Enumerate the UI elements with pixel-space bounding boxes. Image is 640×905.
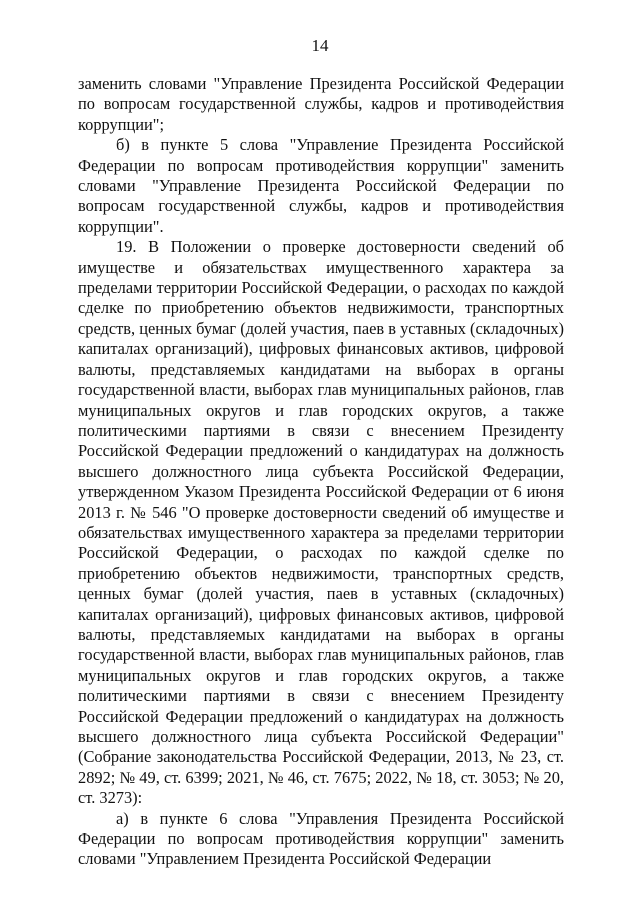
page-number: 14 bbox=[311, 36, 329, 55]
paragraph-continuation: заменить словами "Управление Президента Российской Федерации по вопросам государственной службы, кадров и противодействия коррупции"; bbox=[78, 74, 564, 134]
paragraph-item-19: 19. В Положении о проверке достоверности сведений об имуществе и обязательствах имущественного характера за пределами территории Российской Федерации, о расходах по каждой сделке по приобретению объектов недвижимости, транспортных средств, ценных бумаг (долей участия, паев в уставных (складочных) капиталах организаций), цифровых финансовых активов, цифровой валюты, представляемых кандидатами на выборах в органы государственной власти, выборах глав муниципальных районов, глав муниципальных округов и глав городских округов, а также политическими партиями в связи с внесением Президенту Российской Федерации предложений о кандидатурах на должность высшего должностного лица субъекта Российской Федерации, утвержденном Указом Президента Российской Федерации от 6 июня 2013 г. № 546 "О проверке достоверности сведений об имуществе и обязательствах имущественного характера за пределами территории Российской Федерации, о расходах по каждой сделке по приобретению объектов недвижимости, транспортных средств, ценных бумаг (долей участия, паев в уставных (складочных) капиталах организаций), цифровых финансовых активов, цифровой валюты, представляемых кандидатами на выборах в органы государственной власти, выборах глав муниципальных районов, глав муниципальных округов и глав городских округов, а также политическими партиями в связи с внесением Президенту Российской Федерации предложений о кандидатурах на должность высшего должностного лица субъекта Российской Федерации" (Собрание законодательства Российской Федерации, 2013, № 23, ст. 2892; № 49, ст. 6399; 2021, № 46, ст. 7675; 2022, № 18, ст. 3053; № 20, ст. 3273): bbox=[78, 237, 564, 808]
paragraph-item-b: б) в пункте 5 слова "Управление Президента Российской Федерации по вопросам противодействия коррупции" заменить словами "Управление Президента Российской Федерации по вопросам государственной службы, кадров и противодействия коррупции". bbox=[78, 135, 564, 236]
document-body bbox=[78, 74, 564, 870]
paragraph-item-a: а) в пункте 6 слова "Управления Президента Российской Федерации по вопросам противодействия коррупции" заменить словами "Управлением Президента Российской Федерации bbox=[78, 808, 564, 869]
